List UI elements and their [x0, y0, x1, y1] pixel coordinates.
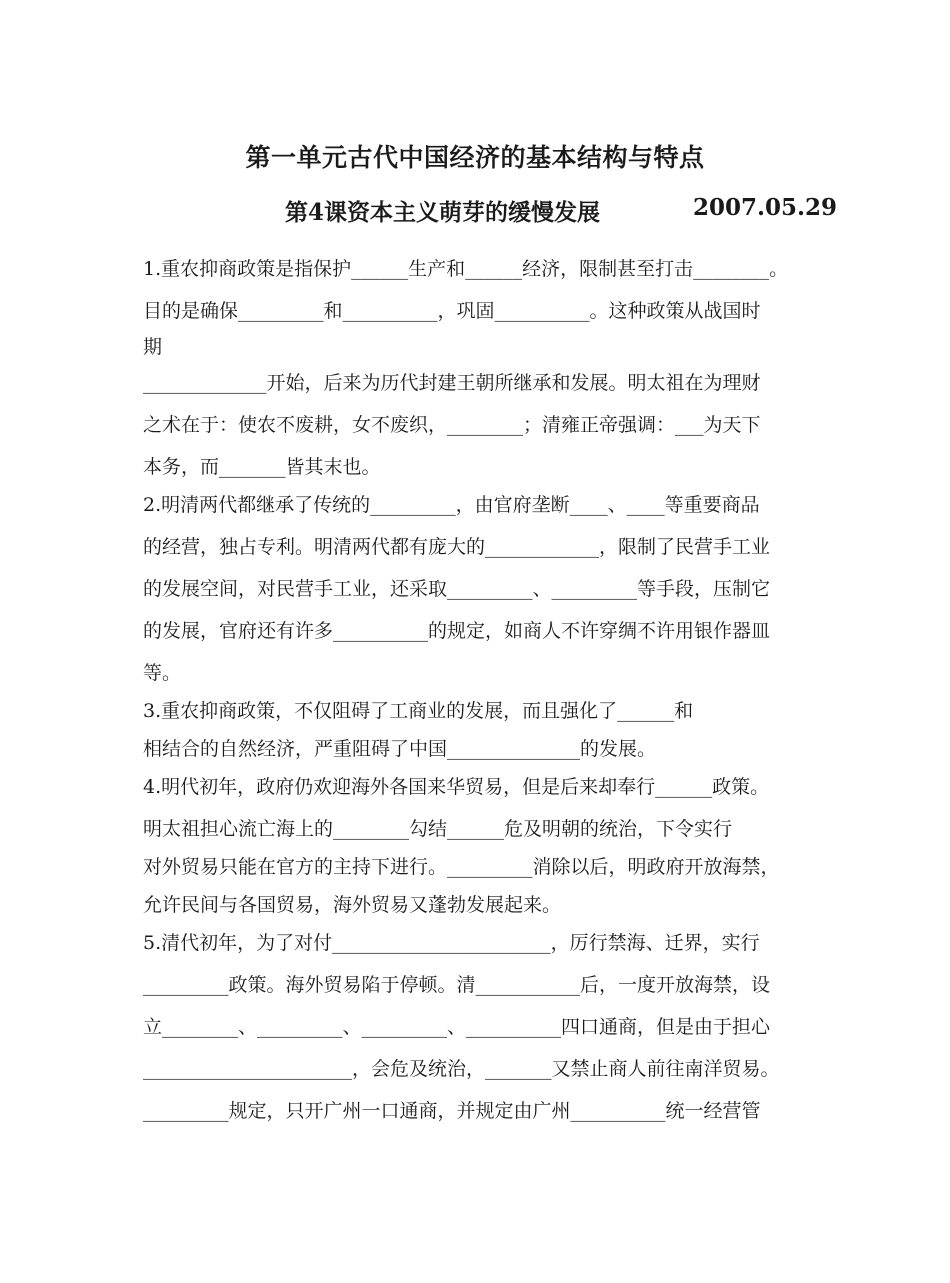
text-line: 5.清代初年，为了对付_______________________，厉行禁海、迁界，实行 — [143, 932, 760, 954]
lesson-subtitle: 第4课资本主义萌芽的缓慢发展 — [285, 199, 601, 226]
text-line: _____________开始，后来为历代封建王朝所继承和发展。明太祖在为理财 — [143, 372, 761, 394]
document-title: 第一单元古代中国经济的基本结构与特点 — [245, 143, 705, 172]
text-line: 明太祖担心流亡海上的________勾结______危及明朝的统治，下令实行 — [143, 818, 733, 840]
text-line: 期 — [143, 336, 163, 358]
text-line: 相结合的自然经济，严重阻碍了中国______________的发展。 — [143, 738, 657, 760]
text-line: 3.重农抑商政策，不仅阻碍了工商业的发展，而且强化了______和 — [143, 700, 694, 722]
text-line: _________政策。海外贸易陷于停顿。清___________后，一度开放海禁，设 — [143, 974, 771, 996]
text-line: 等。 — [143, 662, 182, 684]
text-line: 本务，而_______皆其末也。 — [143, 456, 381, 478]
text-line: 立________、_________、_________、__________四口通商，但是由于担心 — [143, 1016, 771, 1038]
text-line: 的经营，独占专利。明清两代都有庞大的____________，限制了民营手工业 — [143, 536, 771, 558]
text-line: 允许民间与各国贸易，海外贸易又蓬勃发展起来。 — [143, 894, 562, 916]
text-line: _________规定，只开广州一口通商，并规定由广州__________统一经营管 — [143, 1100, 761, 1122]
text-line: 2.明清两代都继承了传统的_________，由官府垄断____、____等重要商品 — [143, 494, 760, 516]
worksheet-body — [143, 253, 833, 1137]
text-line: 4.明代初年，政府仍欢迎海外各国来华贸易，但是后来却奉行______政策。 — [143, 776, 770, 798]
text-line: 目的是确保_________和__________，巩固__________。这种政策从战国时 — [143, 300, 761, 322]
text-line: 对外贸易只能在官方的主持下进行。_________消除以后，明政府开放海禁， — [143, 856, 780, 878]
text-line: ______________________，会危及统治，_______又禁止商人前往南洋贸易。 — [143, 1058, 780, 1080]
text-line: 的发展，官府还有许多__________的规定，如商人不许穿绸不许用银作器皿 — [143, 620, 771, 642]
document-date: 2007.05.29 — [693, 194, 838, 221]
text-line: 1.重农抑商政策是指保护______生产和______经济，限制甚至打击________。 — [143, 258, 789, 280]
text-line: 的发展空间，对民营手工业，还采取_________、_________等手段，压制它 — [143, 578, 771, 600]
text-line: 之术在于：使农不废耕，女不废织，________；清雍正帝强调：___为天下 — [143, 414, 761, 436]
